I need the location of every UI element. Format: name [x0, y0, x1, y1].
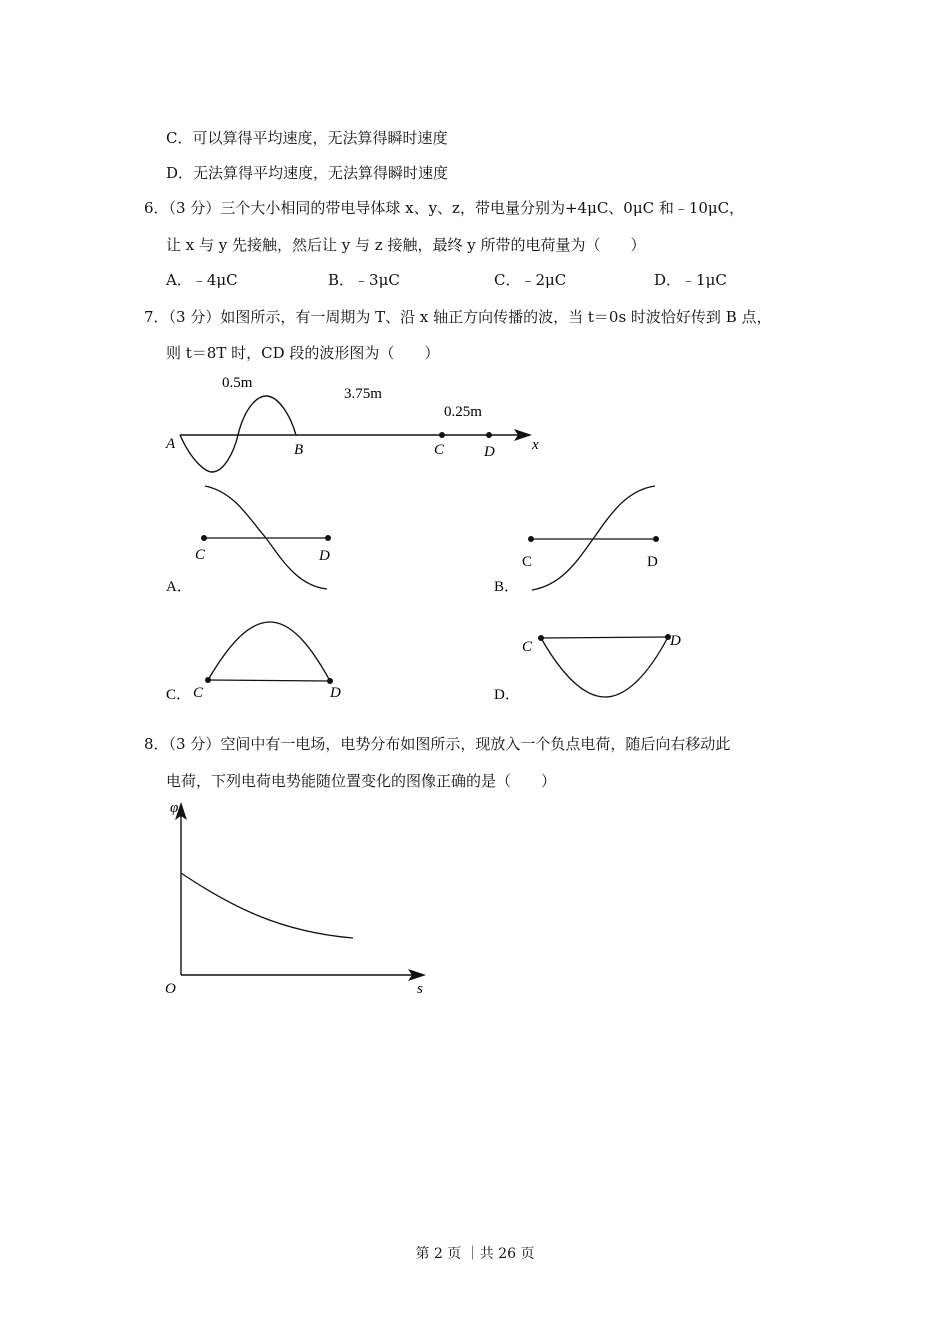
label-origin: O [165, 981, 176, 997]
label-c: C [522, 639, 533, 655]
label-d: D [319, 548, 330, 564]
label-d: D [330, 685, 341, 701]
label-c: C [195, 547, 206, 563]
q5-option-c: C．可以算得平均速度，无法算得瞬时速度 [166, 129, 448, 147]
q8-stem-line2: 电荷，下列电荷电势能随位置变化的图像正确的是（ ） [166, 772, 557, 790]
q6-option-c: C．﹣2μC [494, 271, 567, 289]
option-letter: A． [166, 579, 192, 595]
label-bc: 3.75m [344, 386, 382, 402]
label-c: C [434, 442, 445, 458]
label-phi: φ [170, 800, 179, 816]
label-a: A [166, 436, 176, 452]
q7-stem-line1: 7．（3 分）如图所示，有一周期为 T、沿 x 轴正方向传播的波，当 t＝0s 时波恰好传到 B 点， [144, 308, 772, 326]
label-d: D [484, 444, 495, 460]
page-footer: 第 2 页 ｜共 26 页 [415, 1246, 535, 1262]
option-letter: C． [166, 687, 192, 703]
label-half-wave: 0.5m [222, 375, 253, 391]
potential-curve [181, 873, 353, 938]
label-s: s [417, 981, 423, 997]
label-d: D [670, 633, 681, 649]
q6-option-b: B．﹣3μC [328, 271, 400, 289]
label-c: C [522, 554, 533, 570]
q5-option-d: D．无法算得平均速度，无法算得瞬时速度 [166, 164, 449, 182]
q6-option-d: D．﹣1μC [654, 271, 727, 289]
label-x: x [532, 437, 539, 453]
q8-stem-line1: 8．（3 分）空间中有一电场，电势分布如图所示，现放入一个负点电荷，随后向右移动此 [144, 735, 731, 753]
option-letter: B． [494, 579, 520, 595]
q6-stem-line1: 6．（3 分）三个大小相同的带电导体球 x、y、z，带电量分别为+4μC、0μC 和﹣10μC， [144, 199, 745, 217]
q6-stem-line2: 让 x 与 y 先接触，然后让 y 与 z 接触，最终 y 所带的电荷量为（ ） [166, 236, 646, 254]
label-c: C [193, 685, 204, 701]
label-cd: 0.25m [444, 404, 482, 420]
label-d: D [647, 554, 658, 570]
q7-stem-line2: 则 t＝8T 时，CD 段的波形图为（ ） [166, 344, 440, 362]
q6-option-a: A．﹣4μC [166, 271, 238, 289]
option-letter: D． [494, 687, 520, 703]
label-b: B [294, 442, 304, 458]
